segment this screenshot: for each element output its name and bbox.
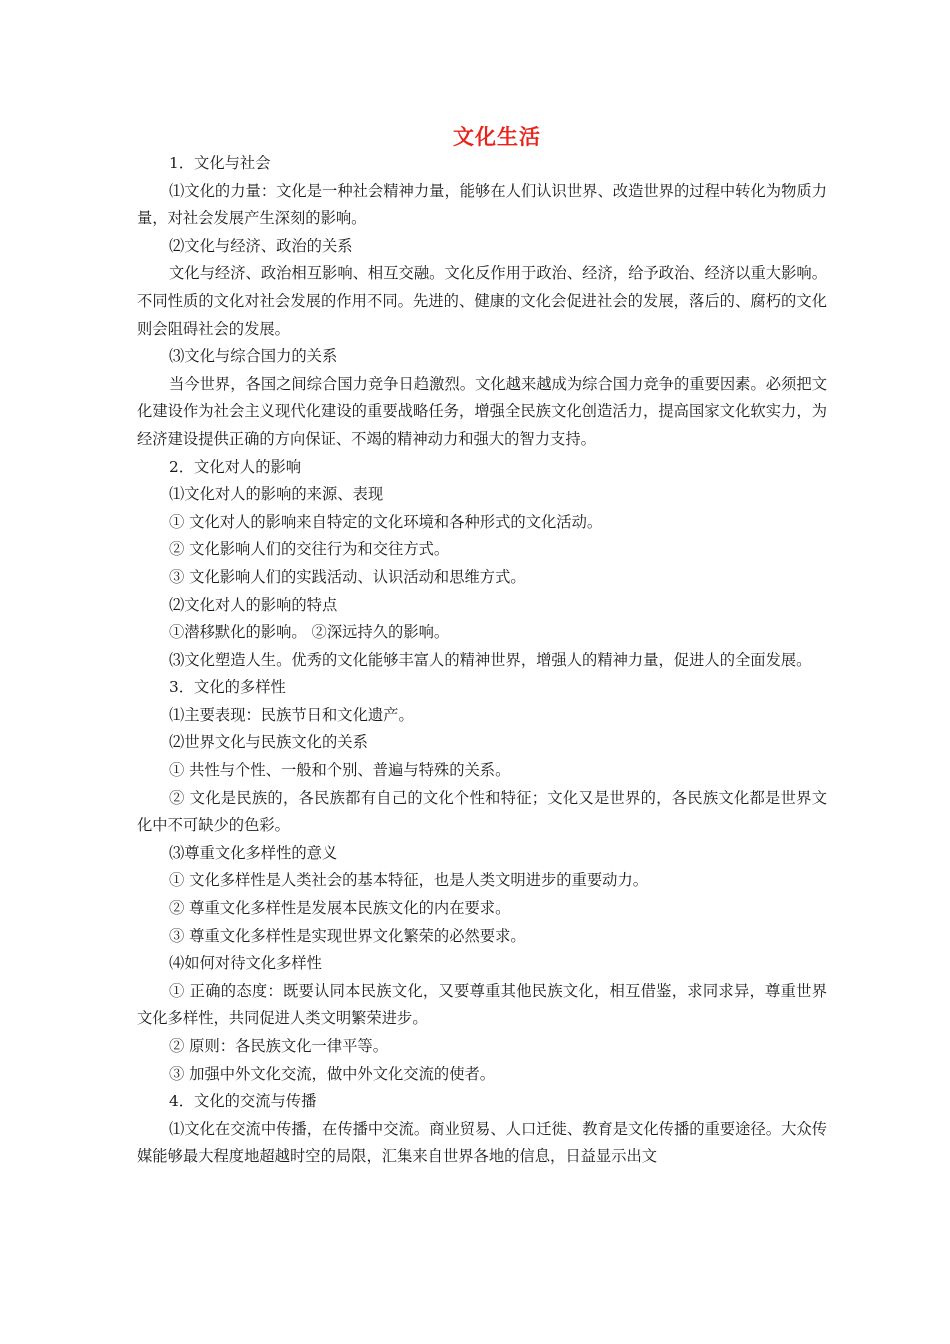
section-heading: 3．文化的多样性 [169,678,286,697]
subsection-heading: ⑵文化对人的影响的特点 [169,595,338,614]
paragraph: 文化与经济、政治相互影响、相互交融。文化反作用于政治、经济，给予政治、经济以重大影响。不同性质的文化对社会发展的作用不同。先进的、健康的文化会促进社会的发展，落后的、腐朽的文化则会阻碍社会的发展。 [137,264,827,338]
list-item: ③ 文化影响人们的实践活动、认识活动和思维方式。 [169,567,526,586]
paragraph: ⑴文化的力量：文化是一种社会精神力量，能够在人们认识世界、改造世界的过程中转化为物质力量，对社会发展产生深刻的影响。 [137,181,827,228]
list-item: ① 文化多样性是人类社会的基本特征，也是人类文明进步的重要动力。 [169,871,649,890]
document-body [137,150,827,1171]
subsection-heading: ⑴文化对人的影响的来源、表现 [169,485,384,504]
list-item: ③ 尊重文化多样性是实现世界文化繁荣的必然要求。 [169,926,526,945]
subsection-heading: ⑶尊重文化多样性的意义 [169,843,338,862]
subsection-heading: ⑶文化与综合国力的关系 [169,347,338,366]
list-item: ① 文化对人的影响来自特定的文化环境和各种形式的文化活动。 [169,512,603,531]
subsection-heading: ⑵世界文化与民族文化的关系 [169,733,368,752]
list-item: ② 文化影响人们的交往行为和交往方式。 [169,540,450,559]
paragraph: ⑴文化在交流中传播，在传播中交流。商业贸易、人口迁徙、教育是文化传播的重要途径。大众传媒能够最大程度地超越时空的局限，汇集来自世界各地的信息，日益显示出文 [137,1119,827,1166]
section-heading: 2．文化对人的影响 [169,457,302,476]
paragraph: ⑶文化塑造人生。优秀的文化能够丰富人的精神世界，增强人的精神力量，促进人的全面发展。 [169,650,812,669]
subsection-heading: ⑷如何对待文化多样性 [169,954,322,973]
page-title: 文化生活 [453,125,541,149]
list-item: ① 正确的态度：既要认同本民族文化，又要尊重其他民族文化，相互借鉴，求同求异，尊重世界文化多样性，共同促进人类文明繁荣进步。 [137,981,827,1028]
section-heading: 4．文化的交流与传播 [169,1092,317,1111]
list-item: ② 文化是民族的，各民族都有自己的文化个性和特征；文化又是世界的，各民族文化都是世界文化中不可缺少的色彩。 [137,788,827,835]
subsection-heading: ⑴主要表现：民族节日和文化遗产。 [169,705,414,724]
list-item: ①潜移默化的影响。 ②深远持久的影响。 [169,623,450,642]
list-item: ① 共性与个性、一般和个别、普遍与特殊的关系。 [169,761,511,780]
list-item: ③ 加强中外文化交流，做中外文化交流的使者。 [169,1064,496,1083]
list-item: ② 尊重文化多样性是发展本民族文化的内在要求。 [169,899,511,918]
paragraph: 当今世界，各国之间综合国力竞争日趋激烈。文化越来越成为综合国力竞争的重要因素。必须把文化建设作为社会主义现代化建设的重要战略任务，增强全民族文化创造活力，提高国家文化软实力，为经济建设提供正确的方向保证、不竭的精神动力和强大的智力支持。 [137,374,827,448]
section-heading: 1．文化与社会 [169,154,271,172]
subsection-heading: ⑵文化与经济、政治的关系 [169,236,353,255]
list-item: ② 原则：各民族文化一律平等。 [169,1037,389,1055]
